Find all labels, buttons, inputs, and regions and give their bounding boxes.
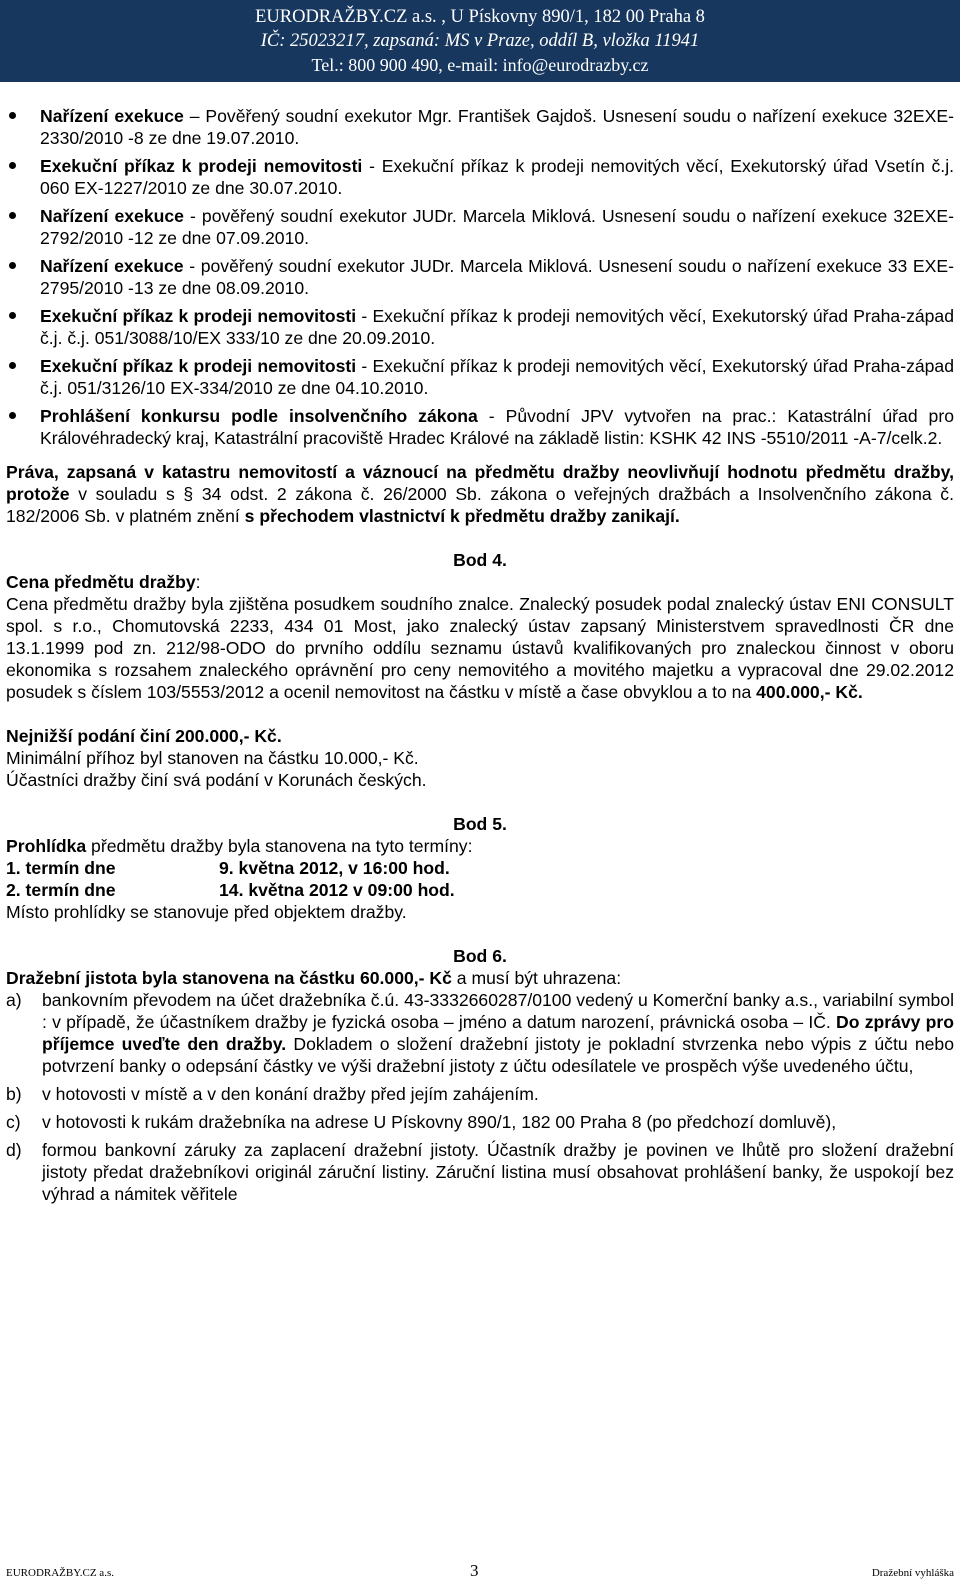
payment-text: v hotovosti k rukám dražebníka na adrese U Pískovny 890/1, 182 00 Praha 8 (po předchozí domluvě), [42,1112,837,1132]
min-step: Minimální příhoz byl stanoven na částku 10.000,- Kč. [6,748,419,768]
letterhead-contact: Tel.: 800 900 490, e-mail: info@eurodrazby.cz [311,55,649,75]
rights-bold-end: s přechodem vlastnictví k předmětu dražby zanikají. [244,506,680,526]
list-item [0,305,960,349]
item-title: Nařízení exekuce [40,106,184,126]
item-text: - Exekuční příkaz k prodeji nemovitých věcí, Exekutorský úřad Vsetín č.j. 060 EX-1227/2010 ze dne 30.07.2010. [40,156,954,198]
rights-paragraph [0,461,960,527]
item-title: Nařízení exekuce [40,206,184,226]
payment-method-a [0,989,960,1077]
rights-text: v souladu s § 34 odst. 2 zákona č. 26/2000 Sb. zákona o veřejných dražbách a Insolvenčního zákona č. 182/2006 Sb. v platném znění [6,484,954,526]
currency-note: Účastníci dražby činí svá podání v Korunách českých. [6,770,427,790]
price-heading-label: Cena předmětu dražby [6,572,196,592]
term-value: 9. května 2012, v 16:00 hod. [219,858,450,878]
letterhead-registration: IČ: 25023217, zapsaná: MS v Praze, oddíl B, vložka 11941 [260,31,700,51]
rights-bold: Práva, zapsaná v katastru nemovitostí a váznoucí na předmětu dražby neovlivňují hodnotu předmětu dražby, protože [6,462,954,504]
price-heading [0,571,960,593]
item-text: - Exekuční příkaz k prodeji nemovitých věcí, Exekutorský úřad Praha-západ č.j. č.j. 051/3088/10/EX 333/10 ze dne 20.09.2010. [40,306,955,348]
item-title: Nařízení exekuce [40,256,184,276]
deposit-intro-bold: Dražební jistota byla stanovena na částku 60.000,- Kč [6,968,452,988]
item-text: - Původní JPV vytvořen na prac.: Katastrální úřad pro Královéhradecký kraj, Katastrální pracoviště Hradec Králové na základě listin: KSHK 42 INS -5510/2011 -A-7/celk.2. [40,406,954,448]
list-item [0,405,960,449]
payment-text: bankovním převodem na účet dražebníka č.ú. 43-3332660287/0100 vedený u Komerční banky a.s., variabilní symbol : v případě, že účastníkem dražby je fyzická osoba – jméno a datum narození, právnická osoba – IČ. [42,990,954,1032]
list-marker: d) [6,1140,22,1160]
payment-text: v hotovosti v místě a v den konání dražby před jejím zahájením. [42,1084,539,1104]
deposit-intro-text: a musí být uhrazena: [451,968,622,988]
inspection-heading-label: Prohlídka [6,836,87,856]
price-paragraph [0,593,960,703]
inspection-heading [0,835,960,857]
deposit-intro [0,967,960,989]
letterhead [0,0,960,82]
item-text: – Pověřený soudní exekutor Mgr. František Gajdoš. Usnesení soudu o nařízení exekuce 32EXE-2330/2010 -8 ze dne 19.07.2010. [40,106,954,148]
min-bid [0,725,960,747]
page-footer [0,1563,960,1581]
min-bid-text: Nejnižší podání činí 200.000,- Kč. [6,726,282,746]
item-title: Prohlášení konkursu podle insolvenčního zákona [40,406,478,426]
payment-bold: Do zprávy pro příjemce uveďte den dražby. [42,1012,954,1054]
payment-text-2: Dokladem o složení dražební jistoty je pokladní stvrzenka nebo výpis z účtu nebo potvrzení banky o odepsání částky ve výši dražební jistoty z účtu odesílatele ve prospěch výše uvedeného účtu, [42,1034,954,1076]
price-heading-colon: : [195,572,201,592]
term-label: 2. termín dne [6,880,116,900]
bullet-icon [9,212,16,219]
bullet-icon [9,312,16,319]
list-item [0,205,960,249]
price-amount: 400.000,- Kč. [756,682,863,702]
payment-method-c [0,1111,960,1133]
price-text: Cena předmětu dražby byla zjištěna posudkem soudního znalce. Znalecký posudek podal znalecký ústav ENI CONSULT spol. s r.o., Chomutovská 2233, 434 01 Most, jako znalecký ústav zapsaný Ministerstvem spravedlnosti ČR dne 13.1.1999 pod zn. 212/98-ODO do prvního oddílu seznamu ústavů kvalifikovaných pro znaleckou činnost v oboru ekonomika s rozsahem znaleckého oprávnění pro ceny nemovitého a movitého majetku a vypracoval dne 29.02.2012 posudek s číslem 103/5553/2012 a ocenil nemovitost na částku v místě a čase obvyklou a to na [6,594,954,702]
item-text: - pověřený soudní exekutor JUDr. Marcela Miklová. Usnesení soudu o nařízení exekuce 32EXE-2792/2010 -12 ze dne 07.09.2010. [40,206,954,248]
item-title: Exekuční příkaz k prodeji nemovitosti [40,306,357,326]
item-text: - pověřený soudní exekutor JUDr. Marcela Miklová. Usnesení soudu o nařízení exekuce 33 EXE-2795/2010 -13 ze dne 08.09.2010. [40,256,954,298]
inspection-place: Místo prohlídky se stanovuje před objektem dražby. [6,902,407,922]
item-text: - Exekuční příkaz k prodeji nemovitých věcí, Exekutorský úřad Praha-západ č.j. 051/3126/10 EX-334/2010 ze dne 04.10.2010. [40,356,955,398]
footer-doc-title: Dražební vyhláška [871,1567,954,1579]
page-number: 3 [470,1561,479,1580]
letterhead-company-address: EURODRAŽBY.CZ a.s. , U Pískovny 890/1, 182 00 Praha 8 [255,7,705,27]
list-marker: b) [6,1084,22,1104]
bullet-icon [9,112,16,119]
section-title-bod6: Bod 6. [453,946,507,966]
section-title-bod5: Bod 5. [453,814,507,834]
item-title: Exekuční příkaz k prodeji nemovitosti [40,356,357,376]
list-item [0,255,960,299]
inspection-term-2 [0,879,960,901]
encumbrance-list [0,105,960,449]
document-body [0,105,960,1211]
term-value: 14. května 2012 v 09:00 hod. [219,880,455,900]
payment-method-b [0,1083,960,1105]
list-item [0,155,960,199]
item-title: Exekuční příkaz k prodeji nemovitosti [40,156,363,176]
inspection-heading-text: předmětu dražby byla stanovena na tyto termíny: [86,836,473,856]
list-marker: a) [6,990,22,1010]
bullet-icon [9,412,16,419]
footer-company: EURODRAŽBY.CZ a.s. [6,1567,114,1579]
bullet-icon [9,362,16,369]
section-title-bod4: Bod 4. [453,550,507,570]
inspection-term-1 [0,857,960,879]
list-item [0,355,960,399]
payment-method-d [0,1139,960,1205]
list-marker: c) [6,1112,21,1132]
bullet-icon [9,262,16,269]
payment-methods-list [0,989,960,1205]
list-item [0,105,960,149]
term-label: 1. termín dne [6,858,116,878]
bullet-icon [9,162,16,169]
payment-text: formou bankovní záruky za zaplacení dražební jistoty. Účastník dražby je povinen ve lhůtě pro složení dražební jistoty předat dražebníkovi originál záruční listiny. Záruční listina musí obsahovat prohlášení banky, že uspokojí bez výhrad a námitek věřitele [42,1140,954,1204]
